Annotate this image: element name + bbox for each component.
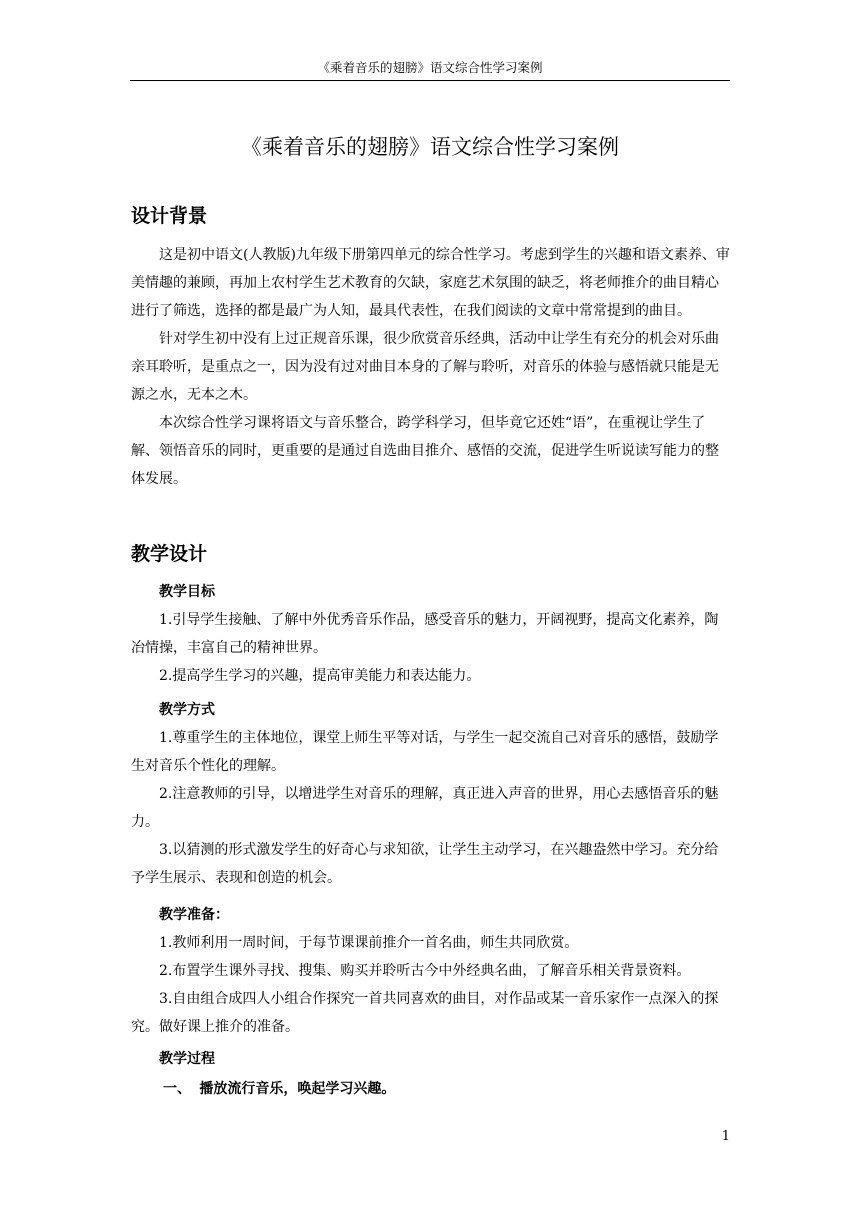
process-step-1: 一、 播放流行音乐，唤起学习兴趣。 <box>163 1081 396 1097</box>
preparation-heading: 教学准备： <box>159 907 229 923</box>
methods-heading: 教学方式 <box>159 702 215 718</box>
page-number: 1 <box>721 1129 730 1144</box>
goals-body <box>131 606 731 690</box>
method-item-1: 1.尊重学生的主体地位，课堂上师生平等对话，与学生一起交流自己对音乐的感悟，鼓励学生对音乐个性化的理解。 <box>131 730 719 774</box>
goal-item-2: 2.提高学生学习的兴趣，提高审美能力和表达能力。 <box>159 668 481 684</box>
background-body <box>131 241 731 493</box>
background-paragraph-1: 这是初中语文(人教版)九年级下册第四单元的综合性学习。考虑到学生的兴趣和语文素养、审美情趣的兼顾，再加上农村学生艺术教育的欠缺，家庭艺术氛围的缺乏，将老师推介的曲目精心进行了筛选，选择的都是最广为人知，最具代表性，在我们阅读的文章中常常提到的曲目。 <box>131 247 730 319</box>
preparation-body <box>131 929 731 1041</box>
section-heading-design: 教学设计 <box>131 543 208 565</box>
background-paragraph-3: 本次综合性学习课将语文与音乐整合，跨学科学习，但毕竟它还姓“语”，在重视让学生了解、领悟音乐的同时，更重要的是通过自选曲目推介、感悟的交流，促进学生听说读写能力的整体发展。 <box>131 415 719 487</box>
document-title: 《乘着音乐的翅膀》语文综合性学习案例 <box>241 135 619 159</box>
goal-item-1: 1.引导学生接触、了解中外优秀音乐作品，感受音乐的魅力，开阔视野，提高文化素养，陶冶情操，丰富自己的精神世界。 <box>131 612 719 656</box>
preparation-item-2: 2.布置学生课外寻找、搜集、购买并聆听古今中外经典名曲，了解音乐相关背景资料。 <box>159 963 691 979</box>
method-item-3: 3.以猜测的形式激发学生的好奇心与求知欲，让学生主动学习，在兴趣盎然中学习。充分给予学生展示、表现和创造的机会。 <box>131 842 719 886</box>
background-paragraph-2: 针对学生初中没有上过正规音乐课，很少欣赏音乐经典，活动中让学生有充分的机会对乐曲亲耳聆听，是重点之一，因为没有过对曲目本身的了解与聆听，对音乐的体验与感悟就只能是无源之水，无本之木。 <box>131 331 719 403</box>
preparation-item-1: 1.教师利用一周时间，于每节课课前推介一首名曲，师生共同欣赏。 <box>159 935 579 951</box>
process-heading: 教学过程 <box>159 1051 215 1067</box>
method-item-2: 2.注意教师的引导，以增进学生对音乐的理解，真正进入声音的世界，用心去感悟音乐的魅力。 <box>131 786 719 830</box>
goals-heading: 教学目标 <box>159 584 215 600</box>
preparation-item-3: 3.自由组合成四人小组合作探究一首共同喜欢的曲目，对作品或某一音乐家作一点深入的探究。做好课上推介的准备。 <box>131 991 719 1035</box>
section-heading-background: 设计背景 <box>131 205 208 227</box>
running-header: 《乘着音乐的翅膀》语文综合性学习案例 <box>317 60 543 75</box>
methods-body <box>131 724 731 892</box>
header-divider <box>130 80 730 81</box>
